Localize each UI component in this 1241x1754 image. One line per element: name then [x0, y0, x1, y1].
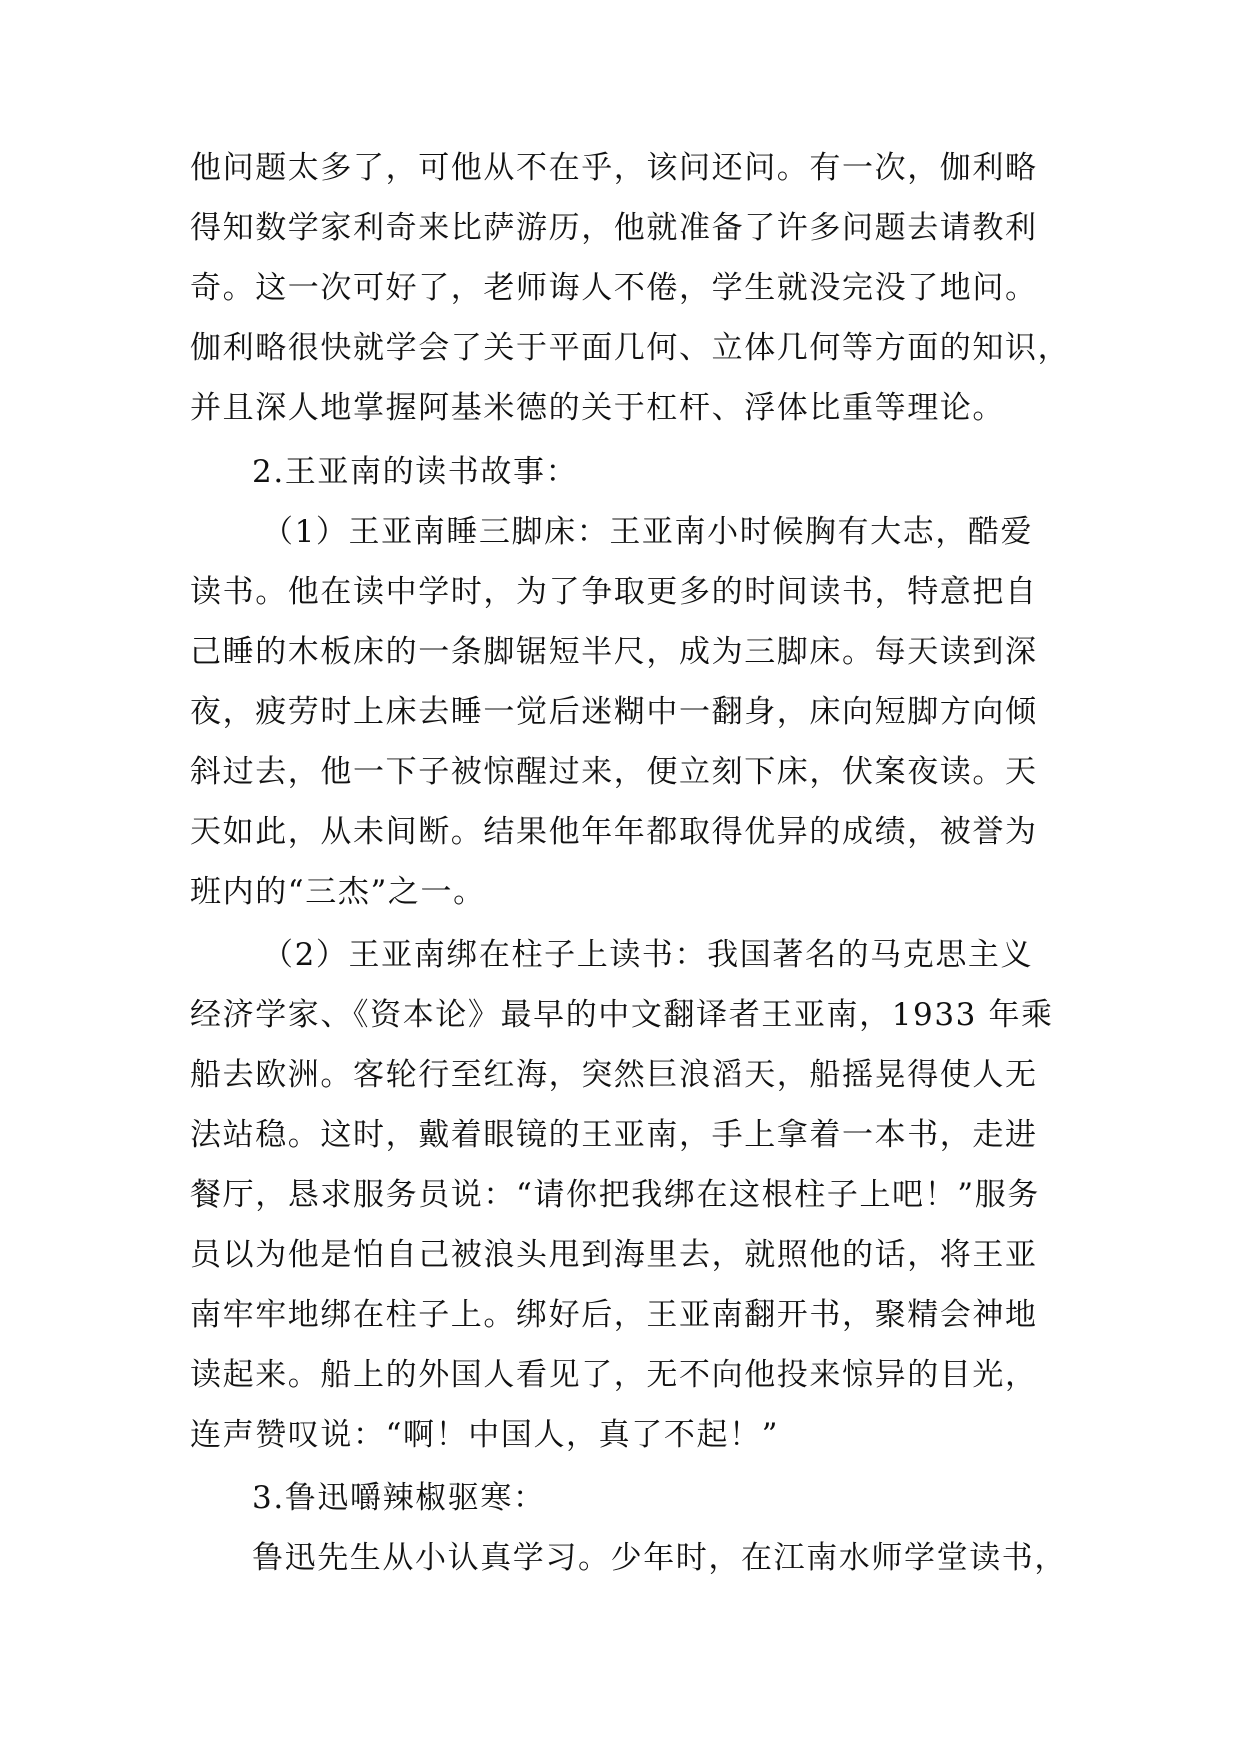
- paragraph-first-line: 鲁迅先生从小认真学习。少年时，在江南水师学堂读书，: [252, 1540, 1067, 1576]
- text-line: 南牢牢地绑在柱子上。绑好后，王亚南翻开书，聚精会神地: [190, 1297, 1038, 1333]
- text-line: 得知数学家利奇来比萨游历，他就准备了许多问题去请教利: [190, 210, 1038, 246]
- section-heading-2: 2.王亚南的读书故事：: [252, 454, 579, 490]
- text-line: 并且深人地掌握阿基米德的关于杠杆、浮体比重等理论。: [190, 390, 1005, 426]
- section-heading-3: 3.鲁迅嚼辣椒驱寒：: [252, 1480, 546, 1516]
- text-line: 员以为他是怕自己被浪头甩到海里去，就照他的话，将王亚: [190, 1237, 1038, 1273]
- text-line: 天如此，从未间断。结果他年年都取得优异的成绩，被誉为: [190, 814, 1038, 850]
- paragraph-first-line: （1）王亚南睡三脚床：王亚南小时候胸有大志，酷爱: [262, 514, 1034, 550]
- text-line: 他问题太多了，可他从不在乎，该问还问。有一次，伽利略: [190, 150, 1038, 186]
- text-line: 夜，疲劳时上床去睡一觉后迷糊中一翻身，床向短脚方向倾: [190, 694, 1038, 730]
- text-line: 连声赞叹说：“啊！中国人，真了不起！”: [190, 1417, 780, 1453]
- text-line: 己睡的木板床的一条脚锯短半尺，成为三脚床。每天读到深: [190, 634, 1038, 670]
- text-line: 餐厅，恳求服务员说：“请你把我绑在这根柱子上吧！”服务: [190, 1177, 1040, 1213]
- text-line: 船去欧洲。客轮行至红海，突然巨浪滔天，船摇晃得使人无: [190, 1057, 1038, 1093]
- text-line: 读书。他在读中学时，为了争取更多的时间读书，特意把自: [190, 574, 1038, 610]
- text-line: 斜过去，他一下子被惊醒过来，便立刻下床，伏案夜读。天: [190, 754, 1038, 790]
- text-line: 伽利略很快就学会了关于平面几何、立体几何等方面的知识，: [190, 330, 1071, 366]
- text-line: 奇。这一次可好了，老师诲人不倦，学生就没完没了地问。: [190, 270, 1038, 306]
- text-line: 读起来。船上的外国人看见了，无不向他投来惊异的目光，: [190, 1357, 1038, 1393]
- text-line: 经济学家、《资本论》最早的中文翻译者王亚南，1933 年乘: [190, 997, 1054, 1033]
- paragraph-first-line: （2）王亚南绑在柱子上读书：我国著名的马克思主义: [262, 937, 1034, 973]
- text-line: 法站稳。这时，戴着眼镜的王亚南，手上拿着一本书，走进: [190, 1117, 1038, 1153]
- text-line: 班内的“三杰”之一。: [190, 874, 486, 910]
